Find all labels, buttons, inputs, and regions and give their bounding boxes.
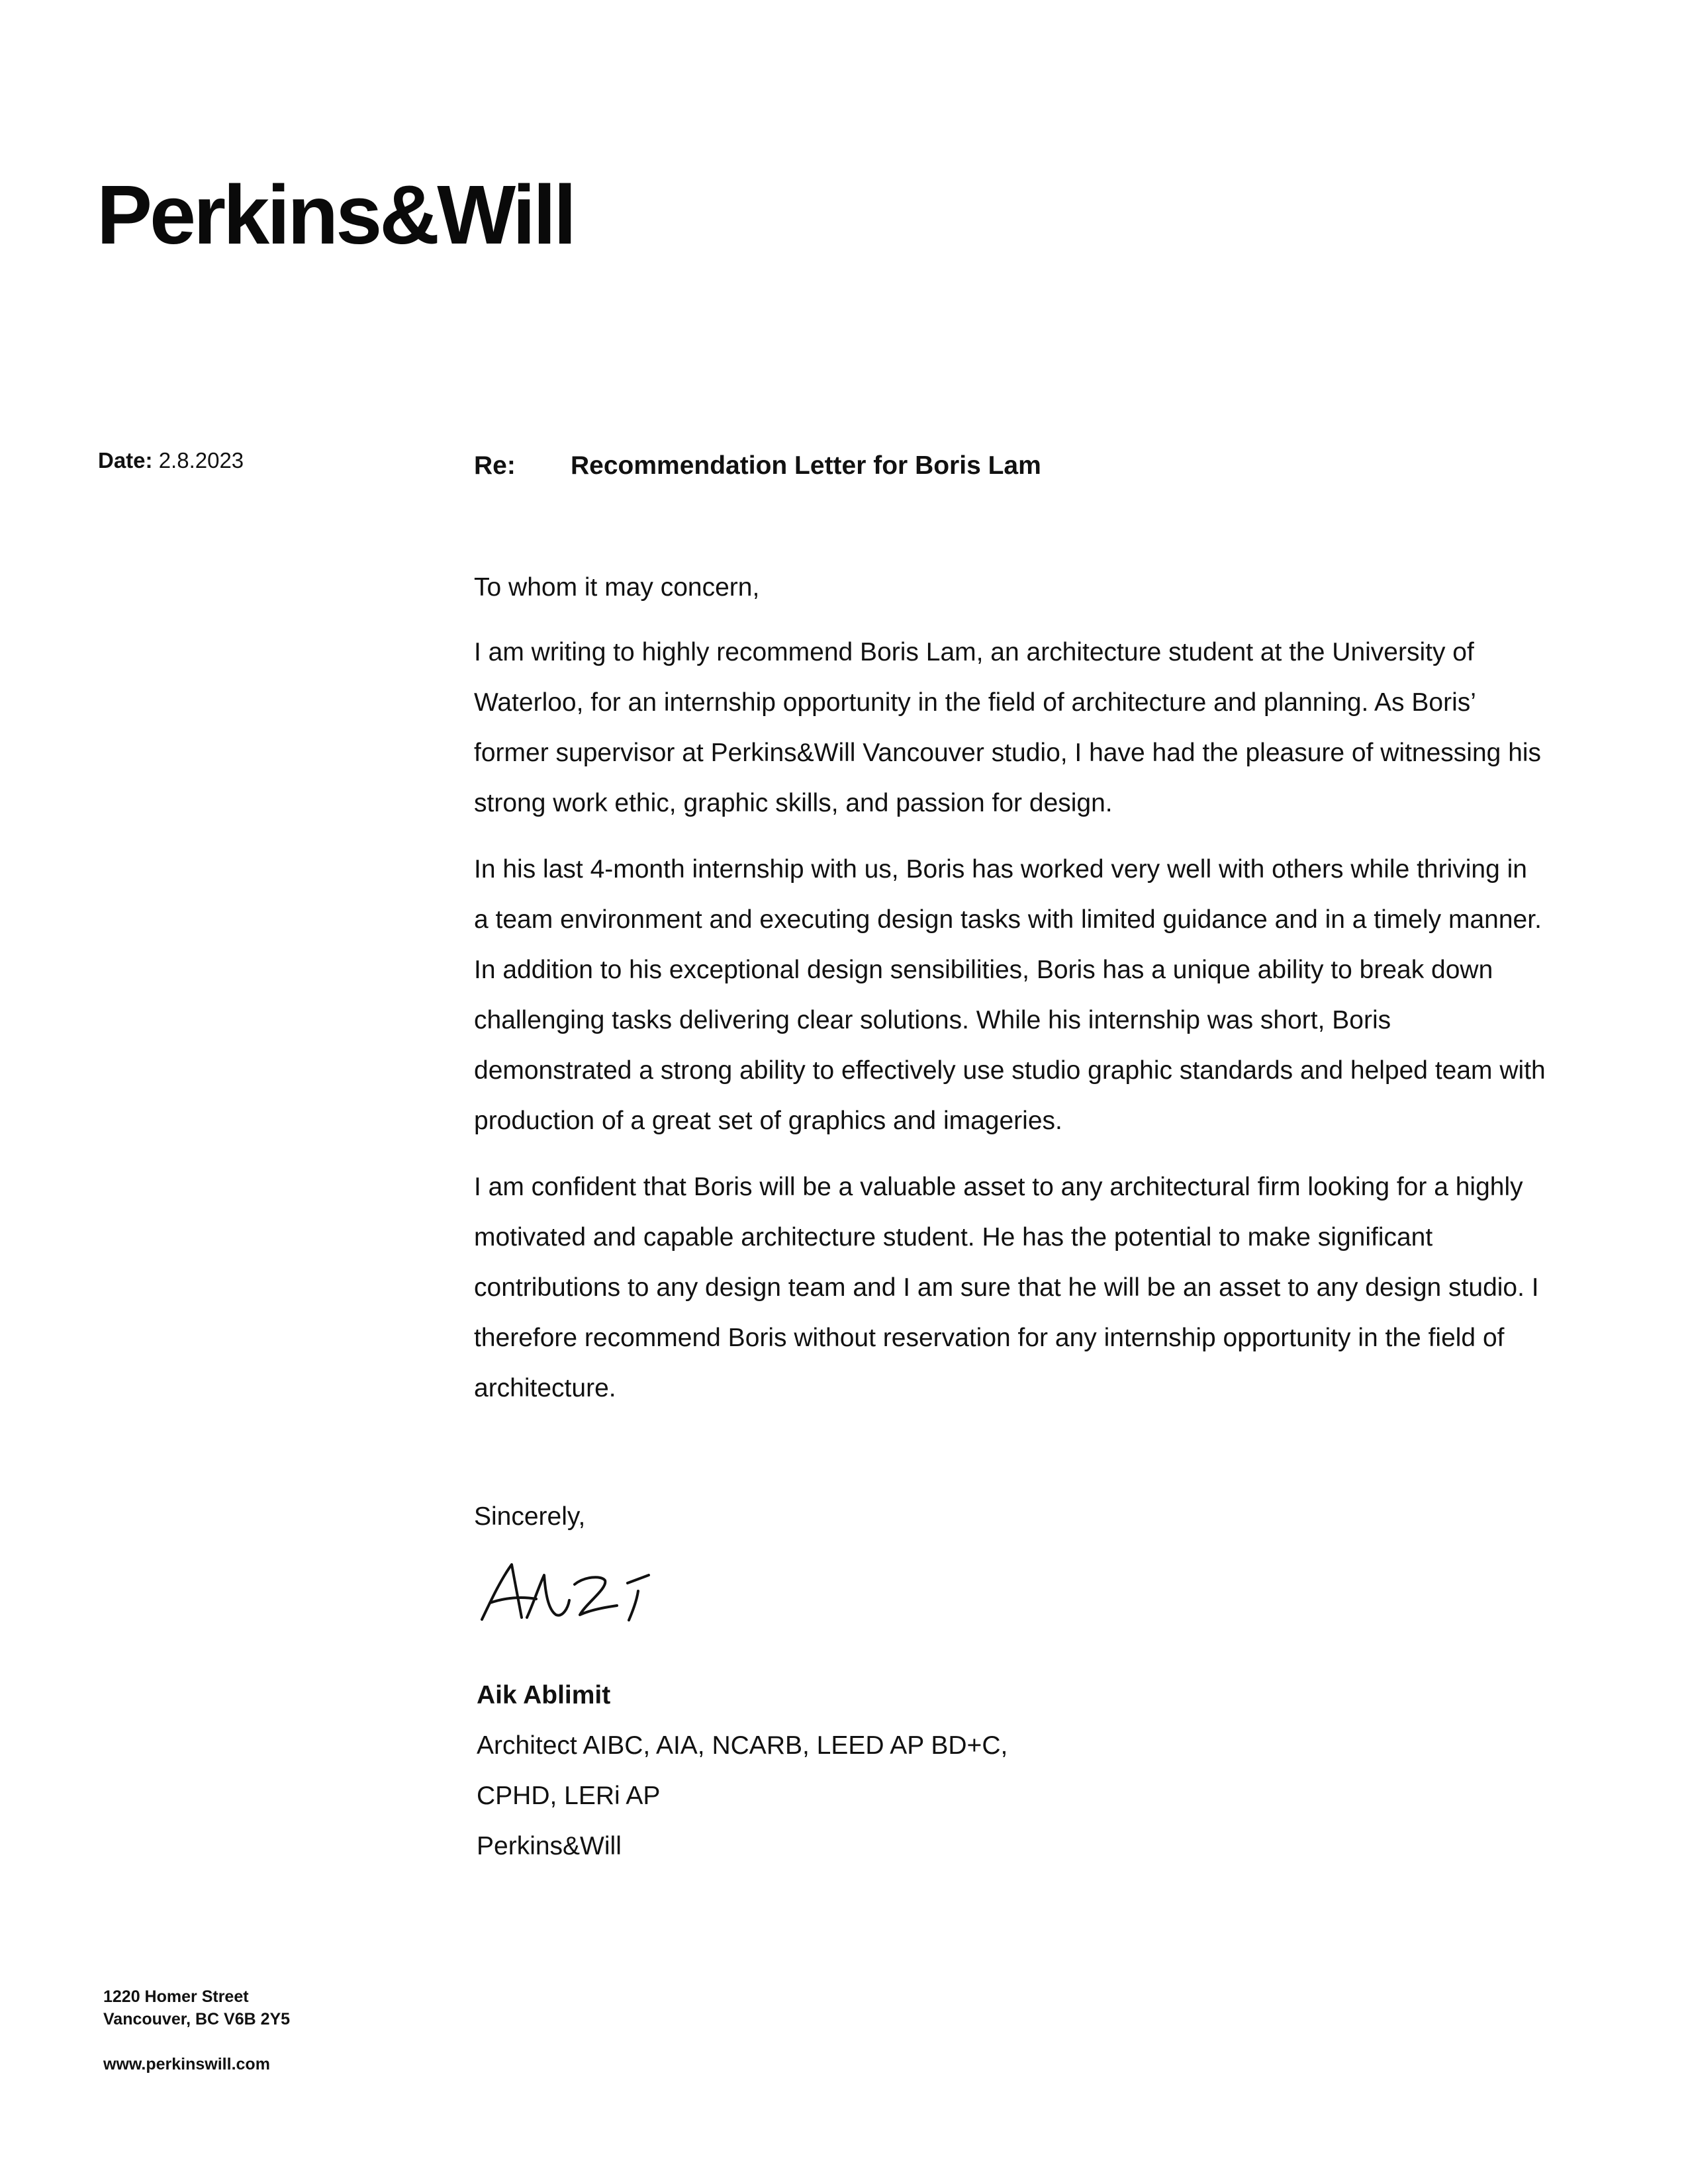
footer-address-line-2: Vancouver, BC V6B 2Y5 [103,2010,291,2028]
subject-text: Recommendation Letter for Boris Lam [571,451,1041,480]
body-paragraph-1: I am writing to highly recommend Boris Lam, an architecture student at the University of Waterloo, for an internship opportunity in the field of architecture and planning. As Boris’ former supervisor at Perkins&Will Vancouver studio, I have had the pleasure of witnessing his strong work ethic, graphic skills, and passion for design. [474,638,1542,817]
letter-body [474,563,1546,1430]
salutation: To whom it may concern, [474,573,760,602]
date-value: 2.8.2023 [158,448,244,473]
letter-date [98,447,244,474]
re-label: Re: [474,451,516,480]
footer-address-line-1: 1220 Homer Street [103,1987,249,2006]
closing: Sincerely, [474,1502,586,1531]
subject-line [474,450,1041,482]
signer-name: Aik Ablimit [477,1681,611,1709]
signer-block [477,1670,1008,1872]
signature-image [475,1557,674,1629]
signer-company: Perkins&Will [477,1832,622,1860]
signer-title-line-1: Architect AIBC, AIA, NCARB, LEED AP BD+C, [477,1731,1008,1760]
body-paragraph-2: In his last 4-month internship with us, Boris has worked very well with others while thriving in a team environment and executing design tasks with limited guidance and in a timely manner. In addition to his exceptional design sensibilities, Boris has a unique ability to break down challenging tasks delivering clear solutions. While his internship was short, Boris demonstrated a strong ability to effectively use studio graphic standards and helped team with production of a great set of graphics and imageries. [474,855,1546,1135]
signer-title-line-2: CPHD, LERi AP [477,1782,661,1810]
footer-website-link[interactable]: www.perkinswill.com [103,2055,270,2073]
date-label: Date: [98,448,153,473]
company-logo: Perkins&Will [97,168,575,261]
footer [103,1985,290,2075]
body-paragraph-3: I am confident that Boris will be a valuable asset to any architectural firm looking for a highly motivated and capable architecture student. He has the potential to make significant contributions to any design team and I am sure that he will be an asset to any design studio. I therefore recommend Boris without reservation for any internship opportunity in the field of architecture. [474,1173,1539,1402]
